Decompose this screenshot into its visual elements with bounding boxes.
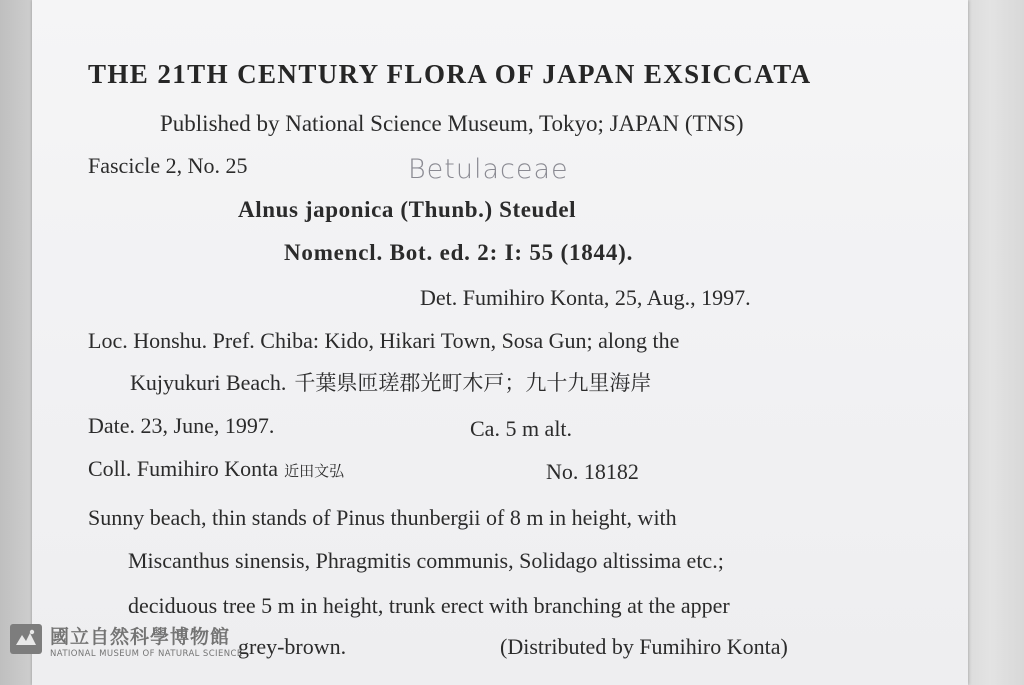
habitat-line-3: deciduous tree 5 m in height, trunk erect with branching at the apper bbox=[128, 593, 730, 618]
habitat-line-2: Miscanthus sinensis, Phragmitis communis, Solidago altissima etc.; bbox=[128, 548, 724, 573]
collector-line bbox=[88, 456, 344, 484]
family-handwritten: Betulaceae bbox=[408, 154, 569, 185]
museum-name-chinese: 國立自然科學博物館 bbox=[50, 626, 231, 648]
museum-name-english: NATIONAL MUSEUM OF NATURAL SCIENCE bbox=[50, 649, 243, 659]
locality-line-2 bbox=[130, 370, 651, 396]
publisher-line: Published by National Science Museum, Tokyo; JAPAN (TNS) bbox=[160, 111, 744, 136]
altitude: Ca. 5 m alt. bbox=[470, 416, 573, 441]
mount-edge bbox=[968, 0, 1024, 685]
collector-japanese: 近田文弘 bbox=[284, 462, 345, 480]
locality-beach: Kujyukuri Beach. bbox=[130, 370, 287, 395]
species-name: Alnus japonica (Thunb.) Steudel bbox=[238, 197, 577, 222]
fascicle-number: Fascicle 2, No. 25 bbox=[88, 153, 248, 178]
label-title: THE 21TH CENTURY FLORA OF JAPAN EXSICCATA bbox=[88, 59, 812, 89]
distributed-by: (Distributed by Fumihiro Konta) bbox=[500, 634, 788, 659]
collection-number: No. 18182 bbox=[546, 459, 639, 484]
collector-name: Coll. Fumihiro Konta bbox=[88, 456, 279, 481]
collection-date: Date. 23, June, 1997. bbox=[88, 413, 275, 438]
locality-line-1: Loc. Honshu. Pref. Chiba: Kido, Hikari Town, Sosa Gun; along the bbox=[88, 328, 680, 353]
habitat-line-4: grey-brown. bbox=[238, 634, 347, 659]
locality-japanese: 千葉県匝瑳郡光町木戸；九十九里海岸 bbox=[294, 371, 652, 395]
determination-line: Det. Fumihiro Konta, 25, Aug., 1997. bbox=[420, 285, 751, 310]
habitat-line-1: Sunny beach, thin stands of Pinus thunbergii of 8 m in height, with bbox=[88, 505, 677, 530]
nomenclature-reference: Nomencl. Bot. ed. 2: I: 55 (1844). bbox=[284, 240, 634, 265]
